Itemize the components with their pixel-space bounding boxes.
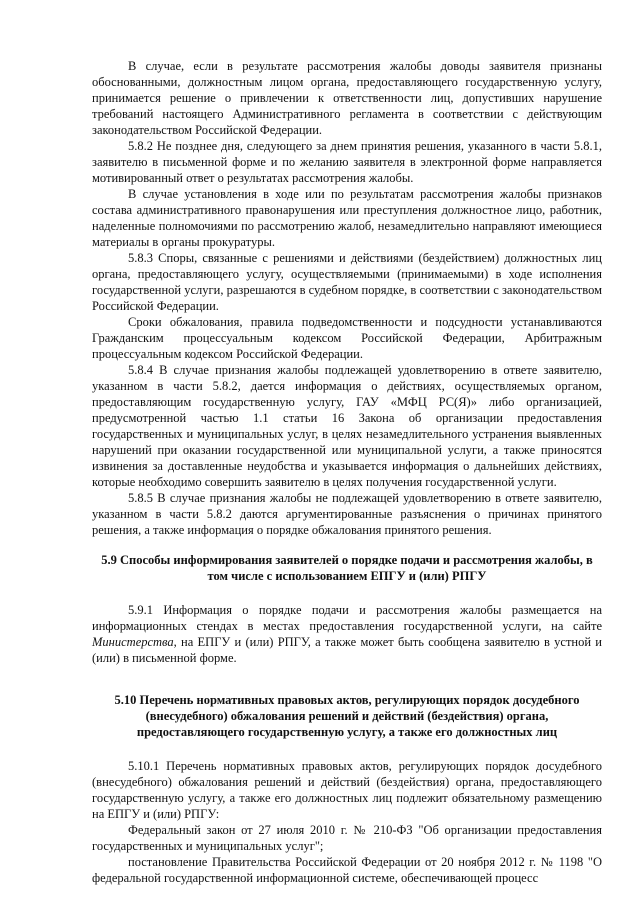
paragraph-5-9-1-text-end: , на ЕПГУ и (или) РПГУ, а также может быть сообщена заявителю в устной и (или) в письменной форме.	[92, 635, 602, 665]
paragraph-5-8-2: 5.8.2 Не позднее дня, следующего за днем принятия решения, указанного в части 5.8.1, заявителю в письменной форме и по желанию заявителя в электронной форме направляется мотивированный ответ о результатах рассмотрения жалобы.	[92, 139, 602, 185]
paragraph-responsibility: В случае, если в результате рассмотрения жалобы доводы заявителя признаны обоснованными, должностным лицом органа, предоставляющего государственную услугу, принимается решение о привлечении к ответственности лиц, допустивших нарушение требований настоящего Административного регламента в соответствии с действующим законодательством Российской Федерации.	[92, 59, 602, 137]
ministry-italic: Министерства	[92, 635, 174, 649]
spacer	[92, 740, 602, 758]
spacer	[92, 538, 602, 552]
spacer	[92, 666, 602, 692]
paragraph-prosecutor: В случае установления в ходе или по результатам рассмотрения жалобы признаков состава административного правонарушения или преступления должностное лицо, работник, наделенные полномочиями по рассмотрению жалоб, незамедлительно направляют имеющиеся материалы в органы прокуратуры.	[92, 187, 602, 249]
paragraph-federal-law-210: Федеральный закон от 27 июля 2010 г. № 210-ФЗ "Об организации предоставления государственных и муниципальных услуг";	[92, 823, 602, 853]
paragraph-5-9-1	[92, 602, 602, 666]
paragraph-5-8-4: 5.8.4 В случае признания жалобы подлежащей удовлетворению в ответе заявителю, указанном в части 5.8.2, дается информация о действиях, осуществляемых органом, предоставляющим государственную услугу, ГАУ «МФЦ РС(Я)» либо организацией, предусмотренной частью 1.1 статьи 16 Закона об организации предоставления государственных и муниципальных услуг, в целях незамедлительного устранения выявленных нарушений при оказании государственной или муниципальной услуги, а также приносятся извинения за доставленные неудобства и указывается информация о дальнейших действиях, которые необходимо совершить заявителю в целях получения государственной услуги.	[92, 363, 602, 489]
paragraph-5-9-1-text-start: 5.9.1 Информация о порядке подачи и рассмотрения жалобы размещается на информационных стендах в местах предоставления государственной услуги, на сайте	[92, 603, 602, 633]
spacer	[92, 584, 602, 602]
paragraph-5-10-1: 5.10.1 Перечень нормативных правовых актов, регулирующих порядок досудебного (внесудебного) обжалования решений и действий (бездействия) органа, предоставляющего государственную услугу, а также его должностных лиц подлежит обязательному размещению на ЕПГУ и (или) РПГУ:	[92, 759, 602, 821]
section-heading-5-9: 5.9 Способы информирования заявителей о порядке подачи и рассмотрения жалобы, в том числе с использованием ЕПГУ и (или) РПГУ	[101, 553, 593, 583]
section-heading-5-10: 5.10 Перечень нормативных правовых актов, регулирующих порядок досудебного (внесудебного) обжалования решений и действий (бездействия) органа, предоставляющего государственную услугу, а также его должностных лиц	[114, 693, 580, 739]
paragraph-resolution-1198: постановление Правительства Российской Федерации от 20 ноября 2012 г. № 1198 "О федеральной государственной информационной системе, обеспечивающей процесс	[92, 855, 602, 885]
paragraph-5-8-5: 5.8.5 В случае признания жалобы не подлежащей удовлетворению в ответе заявителю, указанном в части 5.8.2 даются аргументированные разъяснения о причинах принятого решения, а также информация о порядке обжалования принятого решения.	[92, 491, 602, 537]
paragraph-appeal-terms: Сроки обжалования, правила подведомственности и подсудности устанавливаются Гражданским процессуальным кодексом Российской Федерации, Арбитражным процессуальным кодексом Российской Федерации.	[92, 315, 602, 361]
paragraph-5-8-3: 5.8.3 Споры, связанные с решениями и действиями (бездействием) должностных лиц органа, предоставляющего услугу, осуществляемыми (принимаемыми) в ходе исполнения государственной услуги, разрешаются в судебном порядке, в соответствии с законодательством Российской Федерации.	[92, 251, 602, 313]
